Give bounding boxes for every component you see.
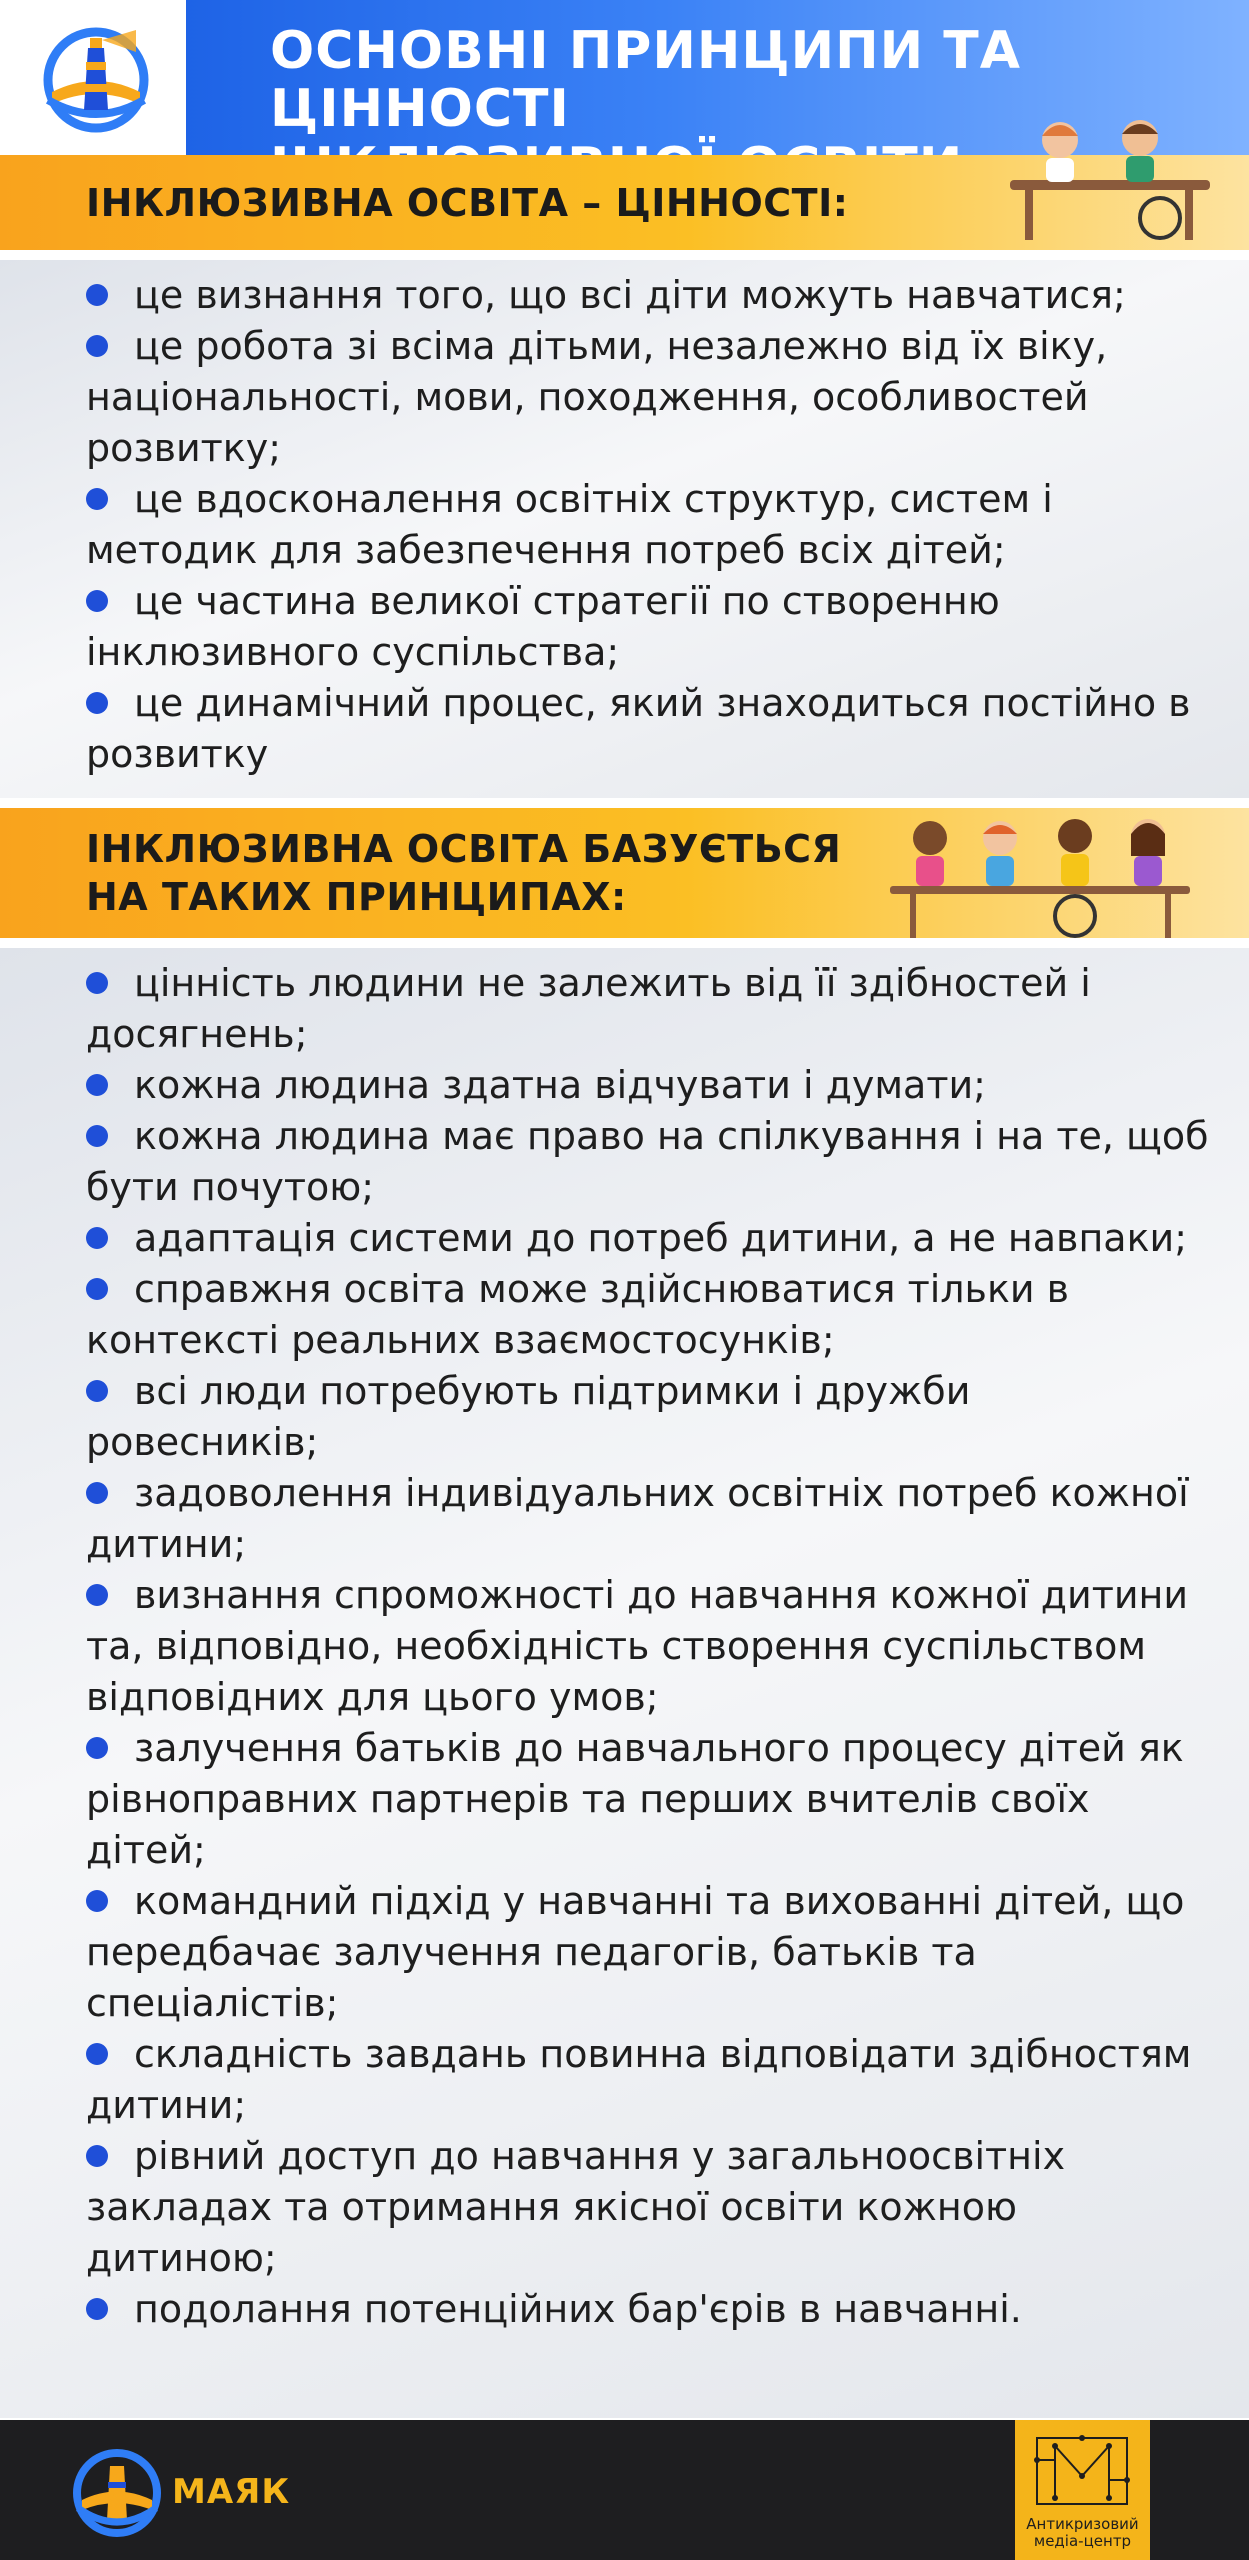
- list-item: кожна людина здатна відчувати і думати;: [86, 1060, 1209, 1111]
- title-line-1: ОСНОВНІ ПРИНЦИПИ ТА ЦІННОСТІ: [270, 21, 1021, 139]
- list-item: складність завдань повинна відповідати здібностям дитини;: [86, 2032, 1192, 2127]
- list-item: задоволення індивідуальних освітніх потреб кожної дитини;: [86, 1471, 1189, 1566]
- bullet-icon: [86, 1482, 108, 1504]
- bullet-icon: [86, 284, 108, 306]
- bullet-icon: [86, 1278, 108, 1300]
- list-item: всі люди потребують підтримки і дружби ровесників;: [86, 1369, 971, 1464]
- list-item: залучення батьків до навчального процесу дітей як рівноправних партнерів та перших вчителів своїх дітей;: [86, 1726, 1184, 1872]
- values-heading-bar: [0, 155, 1249, 250]
- list-item: адаптація системи до потреб дитини, а не навпаки;: [86, 1213, 1209, 1264]
- list-item: рівний доступ до навчання у загальноосвітніх закладах та отримання якісної освіти кожною дитиною;: [86, 2134, 1066, 2280]
- kids-group-illustration: [880, 804, 1200, 944]
- values-panel: [0, 260, 1249, 798]
- bullet-icon: [86, 2145, 108, 2167]
- bullet-icon: [86, 972, 108, 994]
- list-item: подолання потенційних бар'єрів в навчанні.: [86, 2284, 1209, 2335]
- logo-box: [0, 0, 186, 155]
- list-item: командний підхід у навчанні та вихованні дітей, що передбачає залучення педагогів, батьків та спеціалістів;: [86, 1879, 1185, 2025]
- mayak-logo-icon: [62, 2438, 172, 2548]
- bullet-icon: [86, 1227, 108, 1249]
- bullet-icon: [86, 590, 108, 612]
- bullet-icon: [86, 1584, 108, 1606]
- list-item: справжня освіта може здійснюватися тільки в контексті реальних взаємостосунків;: [86, 1267, 1070, 1362]
- principles-list: [86, 958, 1209, 2335]
- kids-at-desk-illustration: [980, 100, 1240, 240]
- bullet-icon: [86, 2298, 108, 2320]
- list-item: це визнання того, що всі діти можуть навчатися;: [86, 270, 1209, 321]
- divider: [0, 938, 1249, 948]
- principles-heading: [86, 825, 841, 921]
- bullet-icon: [86, 1074, 108, 1096]
- divider: [0, 250, 1249, 260]
- bullet-icon: [86, 1890, 108, 1912]
- list-item: це робота зі всіма дітьми, незалежно від їх віку, національності, мови, походження, особливостей розвитку;: [86, 324, 1108, 470]
- bullet-icon: [86, 335, 108, 357]
- values-heading: ІНКЛЮЗИВНА ОСВІТА – ЦІННОСТІ:: [86, 181, 849, 225]
- principles-heading-line-1: ІНКЛЮЗИВНА ОСВІТА БАЗУЄТЬСЯ: [86, 827, 842, 871]
- list-item: визнання спроможності до навчання кожної дитини та, відповідно, необхідність створення суспільством відповідних для цього умов;: [86, 1573, 1189, 1719]
- bullet-icon: [86, 1125, 108, 1147]
- bullet-icon: [86, 1380, 108, 1402]
- media-center-badge: [1015, 2420, 1150, 2560]
- list-item: це вдосконалення освітніх структур, систем і методик для забезпечення потреб всіх дітей;: [86, 477, 1053, 572]
- media-center-caption-line-2: медіа-центр: [1033, 2532, 1132, 2550]
- principles-heading-line-2: НА ТАКИХ ПРИНЦИПАХ:: [86, 875, 627, 919]
- bullet-icon: [86, 2043, 108, 2065]
- list-item: це частина великої стратегії по створенню інклюзивного суспільства;: [86, 579, 1000, 674]
- principles-heading-bar: [0, 808, 1249, 938]
- media-center-caption-line-1: Антикризовий: [1026, 2515, 1139, 2533]
- list-item: цінність людини не залежить від її здібностей і досягнень;: [86, 961, 1091, 1056]
- media-center-logo-icon: [1015, 2420, 1150, 2515]
- principles-panel: [0, 948, 1249, 2418]
- bullet-icon: [86, 1737, 108, 1759]
- bullet-icon: [86, 692, 108, 714]
- values-list: [86, 270, 1209, 780]
- list-item: кожна людина має право на спілкування і на те, щоб бути почутою;: [86, 1114, 1209, 1209]
- list-item: це динамічний процес, який знаходиться постійно в розвитку: [86, 681, 1191, 776]
- brand-name: МАЯК: [172, 2472, 291, 2512]
- bullet-icon: [86, 488, 108, 510]
- page-footer: [0, 2420, 1249, 2560]
- lighthouse-icon: [0, 0, 186, 155]
